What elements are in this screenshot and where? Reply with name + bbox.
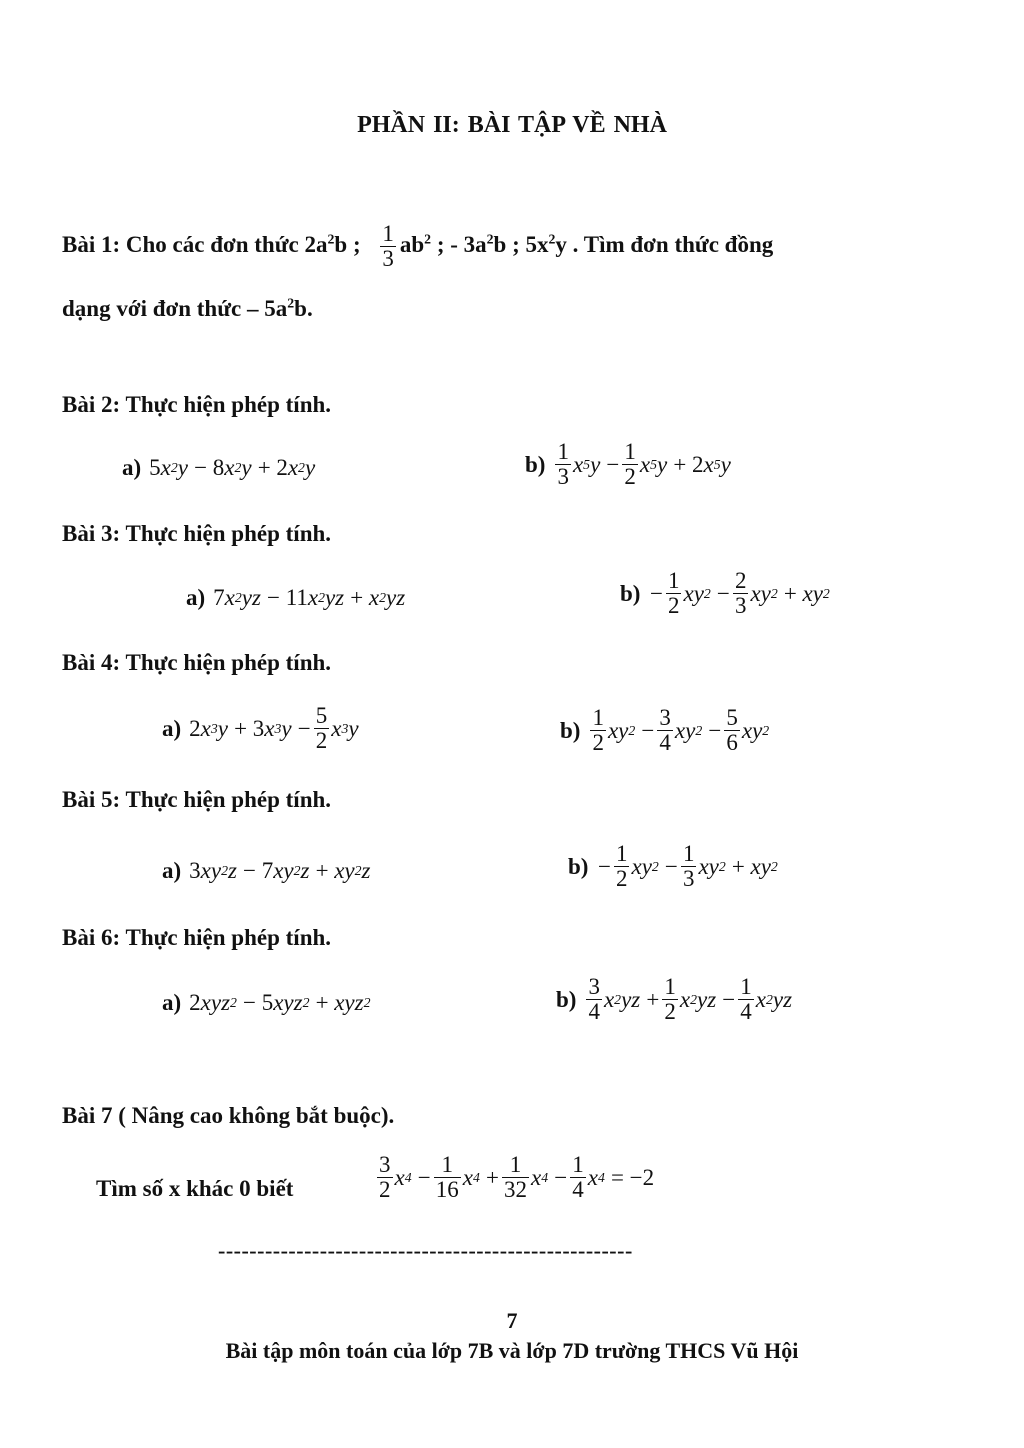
bai3-heading: Bài 3: Thực hiện phép tính.: [62, 521, 332, 546]
bai7-text: Tìm số x khác 0 biết: [96, 1176, 294, 1201]
bai1-line1: Bài 1: Cho các đơn thức $2a^2b$ ; $\frac{1}{3}$ $ab^2$ ; - $3a^2b$ ; $5x^2y$ . Tìm đơn thức đồng: [62, 221, 774, 272]
fraction-one-third: $\frac{1}{3}$: [382, 221, 394, 272]
footer-text: Bài tập môn toán của lớp 7B và lớp 7D trường THCS Vũ Hội: [225, 1338, 799, 1363]
bai7-heading: Bài 7 ( Nâng cao không bắt buộc).: [62, 1103, 395, 1128]
bai3-part-b: b) − $\frac{1}{2}$ xy 2 − $\frac{2}{3}$ xy 2 + xy 2: [620, 568, 830, 619]
bai6-heading: Bài 6: Thực hiện phép tính.: [62, 925, 332, 950]
bai3-part-a: a) 7 x 2 yz − 11 x 2 yz + x 2 yz: [186, 585, 406, 610]
bai2-part-b: b) $\frac{1}{3}$ x 5 y − $\frac{1}{2}$ x 5 y + 2 x 5 y: [525, 439, 731, 490]
bai7-equation: $\frac{3}{2}$ x 4 − $\frac{1}{16}$ x 4 + $\frac{1}{32}$ x 4 − $\frac{1}{4}$ x 4 = −2: [379, 1152, 655, 1203]
bai4-heading: Bài 4: Thực hiện phép tính.: [62, 650, 332, 675]
bai6-part-b: b) $\frac{3}{4}$ x 2 yz + $\frac{1}{2}$ x 2 yz − $\frac{1}{4}$ x 2 yz: [556, 974, 793, 1025]
divider: -----------------------------------------------------: [218, 1238, 633, 1263]
bai1-line2: dạng với đơn thức – $5a^2b$.: [62, 295, 313, 321]
bai5-part-b: b) − $\frac{1}{2}$ xy 2 − $\frac{1}{3}$ xy 2 + xy 2: [568, 841, 778, 892]
bai2-part-a: a) 5 x 2 y − 8 x 2 y + 2 x 2 y: [122, 455, 316, 480]
page-number: 7: [506, 1308, 518, 1333]
bai4-part-b: b) $\frac{1}{2}$ xy 2 − $\frac{3}{4}$ xy 2 − $\frac{5}{6}$ xy 2: [560, 705, 770, 756]
bai5-heading: Bài 5: Thực hiện phép tính.: [62, 787, 332, 812]
bai4-part-a: a) 2 x 3 y + 3 x 3 y − $\frac{5}{2}$ x 3 y: [162, 703, 359, 754]
bai6-part-a: a) 2 xyz 2 − 5 xyz 2 + xyz 2: [162, 990, 371, 1015]
bai5-part-a: a) 3 xy 2 z − 7 xy 2 z + xy 2 z: [162, 858, 371, 883]
page-title: PHẦN II: BÀI TẬP VỀ NHÀ: [357, 112, 667, 138]
bai2-heading: Bài 2: Thực hiện phép tính.: [62, 392, 332, 417]
